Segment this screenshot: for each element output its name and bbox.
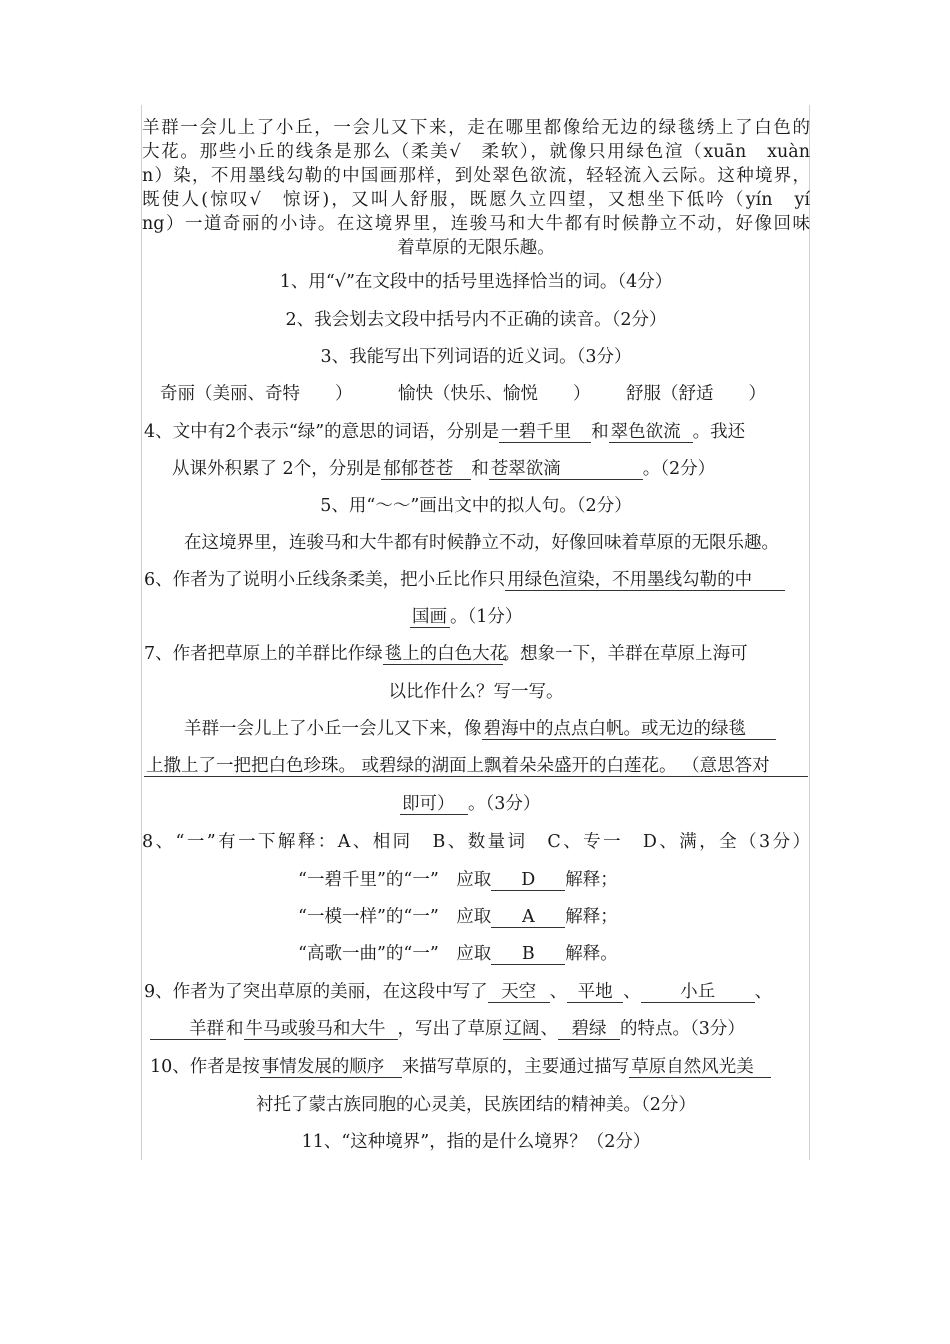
question-4-line-1 xyxy=(144,420,745,444)
q6-text: 6、作者为了说明小丘线条柔美，把小丘比作只 xyxy=(144,570,506,590)
q9-score: 的特点。（3分） xyxy=(620,1019,745,1039)
q9-answer-5: 牛马或骏马和大牛 xyxy=(244,1019,398,1040)
q8-answer-1: D xyxy=(491,870,565,891)
question-7-line-2: 以比作什么？写一写。 xyxy=(388,682,564,702)
q7-answer-2: 碧海中的点点白帆。或无边的绿毯 xyxy=(482,719,776,740)
q9-sep-4: 、 xyxy=(540,1019,558,1039)
q3-item-3: 舒服（舒适 ） xyxy=(626,384,766,404)
q7-text-2: 。想象一下，羊群在草原上海可 xyxy=(502,644,748,664)
q8-tail-2: 解释； xyxy=(565,907,618,927)
question-11: 11、“这种境界”，指的是什么境界？（2分） xyxy=(301,1132,651,1152)
q9-text: 9、作者为了突出草原的美丽，在这段中写了 xyxy=(144,982,488,1002)
q9-answer-4: 羊群 xyxy=(150,1019,226,1040)
question-3: 3、我能写出下列词语的近义词。（3分） xyxy=(320,347,632,367)
q4-text-3: 从课外积累了 2个，分别是 xyxy=(172,459,382,479)
q9-answer-3: 小丘 xyxy=(641,982,755,1003)
q8-row-3 xyxy=(298,942,618,966)
question-8: 8、“一”有一下解释：A、相同 B、数量词 C、专一 D、满，全（3分） xyxy=(142,832,810,852)
q5-answer: 在这境界里，连骏马和大牛都有时候静立不动，好像回味着草原的无限乐趣。 xyxy=(184,533,779,553)
question-10-line-2: 衬托了蒙古族同胞的心灵美，民族团结的精神美。（2分） xyxy=(256,1095,696,1115)
question-2: 2、我会划去文段中括号内不正确的读音。（2分） xyxy=(285,310,667,330)
q9-answer-2: 平地 xyxy=(567,982,623,1003)
q7-text-4: 羊群一会儿上了小丘一会儿又下来，像 xyxy=(184,719,482,739)
q4-and: 和 xyxy=(591,422,609,442)
q9-answer-1: 天空 xyxy=(488,982,550,1003)
q4-text: 4、文中有2个表示“绿”的意思的词语，分别是 xyxy=(144,422,500,442)
q9-answer-7: 碧绿 xyxy=(558,1019,620,1040)
q8-phrase-3: “高歌一曲”的“一” 应取 xyxy=(298,944,492,964)
q7-answer-4: 即可） xyxy=(400,794,468,815)
q4-and-2: 和 xyxy=(471,459,489,479)
q10-text: 10、作者是按 xyxy=(150,1057,260,1077)
question-9-line-1 xyxy=(144,980,772,1004)
question-6-line-2 xyxy=(410,605,522,629)
q9-sep-2: 、 xyxy=(623,982,641,1002)
q6-score: 。（1分） xyxy=(450,607,523,627)
q9-sep-3: 、 xyxy=(754,982,773,1002)
q6-answer-2: 国画 xyxy=(410,607,450,628)
q6-answer-1: 用绿色渲染，不用墨线勾勒的中 xyxy=(505,570,785,591)
q8-row-2 xyxy=(298,905,618,929)
question-7-line-3 xyxy=(184,717,776,741)
left-margin-line xyxy=(141,105,142,1160)
q8-phrase-2: “一模一样”的“一” 应取 xyxy=(298,907,492,927)
q8-phrase-1: “一碧千里”的“一” 应取 xyxy=(298,870,492,890)
q8-answer-2: A xyxy=(491,907,565,928)
q4-answer-4: 苍翠欲滴 xyxy=(489,459,643,480)
q9-answer-6: 辽阔 xyxy=(504,1019,540,1039)
q3-item-1: 奇丽（美丽、奇特 ） xyxy=(160,384,353,404)
question-7-line-4 xyxy=(144,754,808,778)
q9-sep-1: 、 xyxy=(549,982,568,1002)
passage-line-5: ng）一道奇丽的小诗。在这境界里，连骏马和大牛都有时候静立不动，好像回味 xyxy=(142,214,810,234)
question-5: 5、用“～～”画出文中的拟人句。（2分） xyxy=(320,496,632,516)
question-1: 1、用“√”在文段中的括号里选择恰当的词。（4分） xyxy=(279,272,673,292)
q8-answer-3: B xyxy=(491,944,565,965)
q9-and: 和 xyxy=(226,1019,244,1039)
q10-answer-2: 草原自然风光美 xyxy=(629,1057,771,1078)
q7-answer-1: 毯上的白色大花 xyxy=(384,644,508,664)
q9-text-2: ，写出了草原 xyxy=(397,1019,503,1039)
question-7-line-5 xyxy=(400,792,540,816)
q7-text: 7、作者把草原上的羊群比作绿 xyxy=(144,644,383,664)
q3-item-2: 愉快（快乐、愉悦 ） xyxy=(398,384,591,404)
q8-tail-3: 解释。 xyxy=(565,944,618,964)
q10-answer-1: 事情发展的顺序 xyxy=(260,1057,402,1078)
q7-answer-3: 上撒上了一把把白色珍珠。 或碧绿的湖面上飘着朵朵盛开的白莲花。 （意思答对 xyxy=(144,756,808,777)
question-4-line-2 xyxy=(172,457,715,481)
passage-line-2: 大花。那些小丘的线条是那么（柔美√ 柔软），就像只用绿色渲（xuān xuàn xyxy=(142,142,810,162)
q4-text-2: 。我还 xyxy=(692,422,746,442)
q4-score: 。（2分） xyxy=(642,459,716,479)
passage-line-1: 羊群一会儿上了小丘，一会儿又下来，走在哪里都像给无边的绿毯绣上了白色的 xyxy=(142,118,810,138)
q10-text-2: 来描写草原的，主要通过描写 xyxy=(401,1057,630,1077)
question-6-line-1 xyxy=(144,568,785,592)
q8-row-1 xyxy=(298,868,618,892)
passage-line-4: 既使人(惊叹√ 惊讶)，又叫人舒服，既愿久立四望，又想坐下低吟（yín yí xyxy=(142,190,810,210)
question-9-line-2 xyxy=(150,1017,745,1041)
passage-line-3: n）染，不用墨线勾勒的中国画那样，到处翠色欲流，轻轻流入云际。这种境界， xyxy=(142,166,810,186)
question-7-line-1 xyxy=(144,642,748,666)
right-margin-line xyxy=(809,105,810,1160)
q8-tail-1: 解释； xyxy=(565,870,618,890)
q4-answer-3: 郁郁苍苍 xyxy=(381,459,471,480)
passage-line-6: 着草原的无限乐趣。 xyxy=(397,238,555,258)
q7-score: 。（3分） xyxy=(468,794,541,814)
q4-answer-1: 一碧千里 xyxy=(499,422,591,443)
question-10-line-1 xyxy=(150,1055,771,1079)
q4-answer-2: 翠色欲流 xyxy=(609,422,693,443)
